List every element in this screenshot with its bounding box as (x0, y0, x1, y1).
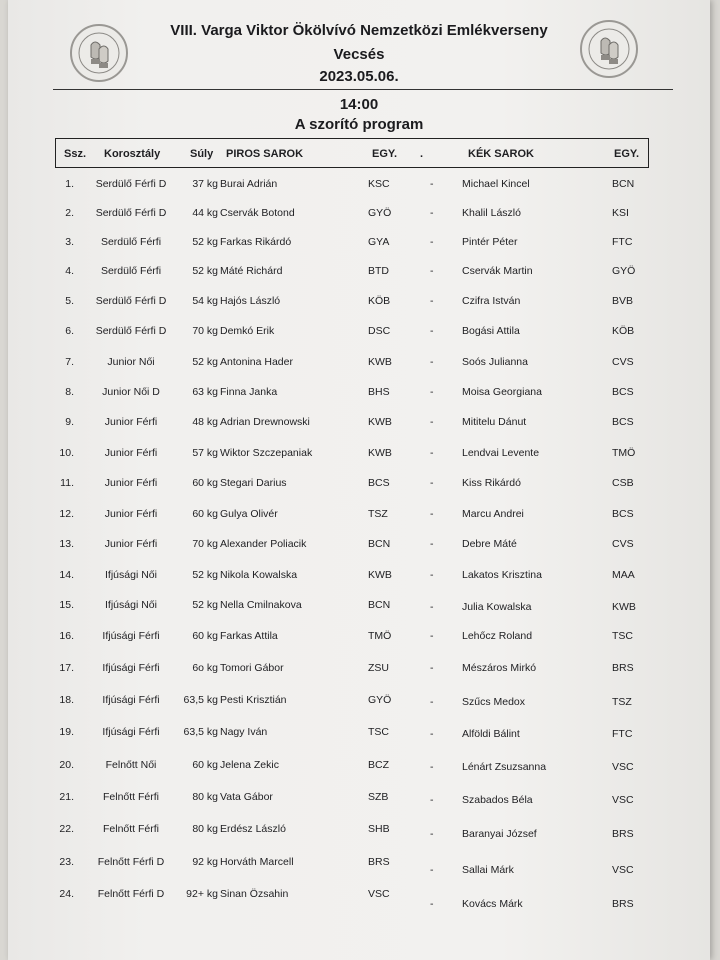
col-header-age-group: Korosztály (104, 148, 161, 160)
weight-class: 60 kg (192, 630, 218, 642)
bout-row (8, 599, 710, 619)
bout-number: 7. (65, 356, 74, 368)
age-group: Serdülő Férfi D (95, 325, 167, 337)
red-corner-boxer: Cservák Botond (220, 207, 295, 219)
separator-dash: - (430, 728, 434, 740)
red-corner-boxer: Alexander Poliacik (220, 538, 307, 550)
weight-class: 60 kg (192, 477, 218, 489)
blue-corner-club: KWB (612, 601, 636, 613)
blue-corner-boxer: Kiss Rikárdó (462, 477, 521, 489)
bout-number: 21. (59, 791, 74, 803)
col-header-blue-corner: KÉK SAROK (468, 148, 535, 160)
weight-class: 52 kg (192, 236, 218, 248)
bout-row (8, 538, 710, 558)
blue-corner-club: TMÖ (612, 447, 636, 459)
event-date: 2023.05.06. (319, 68, 399, 85)
age-group: Junior Férfi (104, 477, 158, 489)
red-corner-boxer: Wiktor Szczepaniak (220, 447, 313, 459)
weight-class: 52 kg (192, 265, 218, 277)
bout-number: 6. (65, 325, 74, 337)
blue-corner-boxer: Lénárt Zsuzsanna (462, 761, 547, 773)
blue-corner-boxer: Julia Kowalska (462, 601, 532, 613)
bout-number: 20. (59, 759, 74, 771)
blue-corner-club: BVB (612, 295, 634, 307)
age-group: Felnőtt Férfi D (97, 888, 165, 900)
blue-corner-boxer: Szabados Béla (462, 794, 533, 806)
bout-row (8, 356, 710, 376)
blue-corner-club: CVS (612, 538, 634, 550)
blue-corner-club: FTC (612, 728, 633, 740)
red-corner-boxer: Farkas Rikárdó (220, 236, 292, 248)
weight-class: 70 kg (192, 538, 218, 550)
program-subtitle: A szorító program (294, 116, 424, 133)
blue-corner-club: KSI (612, 207, 629, 219)
red-corner-club: TSC (368, 726, 389, 738)
separator-dash: - (430, 794, 434, 806)
red-corner-club: TSZ (368, 508, 388, 520)
separator-dash: - (430, 295, 434, 307)
blue-corner-boxer: Bogási Attila (462, 325, 520, 337)
separator-dash: - (430, 630, 434, 642)
age-group: Serdülő Férfi (100, 265, 162, 277)
weight-class: 54 kg (192, 295, 218, 307)
separator-dash: - (430, 898, 434, 910)
age-group: Ifjúsági Férfi (102, 662, 160, 674)
bout-row (8, 569, 710, 589)
red-corner-boxer: Finna Janka (220, 386, 278, 398)
bout-row (8, 178, 710, 198)
blue-corner-boxer: Sallai Márk (462, 864, 514, 876)
bout-row (8, 416, 710, 436)
blue-corner-club: VSC (612, 864, 634, 876)
age-group: Felnőtt Férfi D (97, 856, 165, 868)
red-corner-club: BRS (368, 856, 390, 868)
red-corner-boxer: Nikola Kowalska (220, 569, 298, 581)
red-corner-boxer: Erdész László (220, 823, 286, 835)
weight-class: 6o kg (192, 662, 218, 674)
bout-row (8, 823, 710, 843)
age-group: Ifjúsági Női (105, 569, 157, 581)
red-corner-club: GYA (368, 236, 390, 248)
col-header-weight: Súly (190, 148, 214, 160)
col-header-dot: . (420, 148, 424, 160)
age-group: Ifjúsági Női (105, 599, 157, 611)
red-corner-club: GYÖ (368, 207, 392, 219)
blue-corner-club: CSB (612, 477, 634, 489)
red-corner-club: VSC (368, 888, 390, 900)
red-corner-boxer: Burai Adrián (220, 178, 278, 190)
blue-corner-boxer: Khalil László (462, 207, 521, 219)
blue-corner-boxer: Moisa Georgiana (462, 386, 542, 398)
age-group: Ifjúsági Férfi (102, 630, 160, 642)
weight-class: 92 kg (192, 856, 218, 868)
red-corner-boxer: Stegari Darius (220, 477, 287, 489)
bout-number: 2. (65, 207, 74, 219)
event-location: Vecsés (333, 46, 385, 63)
blue-corner-boxer: Czifra István (462, 295, 521, 307)
bout-row (8, 207, 710, 227)
weight-class: 92+ kg (186, 888, 218, 900)
blue-corner-boxer: Mititelu Dánut (462, 416, 527, 428)
blue-corner-club: BRS (612, 898, 634, 910)
bout-row (8, 630, 710, 650)
red-corner-boxer: Farkas Attila (220, 630, 278, 642)
table-header (55, 138, 649, 168)
bout-number: 1. (65, 178, 74, 190)
red-corner-club: KSC (368, 178, 390, 190)
weight-class: 57 kg (192, 447, 218, 459)
red-corner-club: BHS (368, 386, 390, 398)
bout-row (8, 325, 710, 345)
red-corner-club: SHB (368, 823, 390, 835)
blue-corner-boxer: Cservák Martin (462, 265, 533, 277)
bout-number: 19. (59, 726, 74, 738)
blue-corner-boxer: Lehőcz Roland (462, 630, 533, 642)
col-header-number: Ssz. (64, 148, 87, 160)
weight-class: 70 kg (192, 325, 218, 337)
bout-number: 23. (59, 856, 74, 868)
age-group: Serdülő Férfi D (95, 178, 167, 190)
red-corner-boxer: Gulya Olivér (220, 508, 278, 520)
bout-row (8, 759, 710, 779)
weight-class: 60 kg (192, 508, 218, 520)
bout-row (8, 447, 710, 467)
blue-corner-boxer: Mészáros Mirkó (462, 662, 537, 674)
weight-class: 52 kg (192, 356, 218, 368)
col-header-club-red: EGY. (372, 148, 398, 160)
separator-dash: - (430, 508, 434, 520)
blue-corner-club: VSC (612, 794, 634, 806)
separator-dash: - (430, 325, 434, 337)
separator-dash: - (430, 178, 434, 190)
blue-corner-boxer: Pintér Péter (462, 236, 518, 248)
separator-dash: - (430, 386, 434, 398)
separator-dash: - (430, 601, 434, 613)
age-group: Junior Férfi (104, 416, 158, 428)
red-corner-club: KWB (368, 356, 392, 368)
bout-row (8, 295, 710, 315)
bout-row (8, 888, 710, 908)
red-corner-club: TMÖ (368, 630, 392, 642)
event-time: 14:00 (339, 96, 379, 113)
red-corner-club: KWB (368, 447, 392, 459)
bout-row (8, 236, 710, 256)
weight-class: 63,5 kg (183, 694, 218, 706)
red-corner-club: KÖB (368, 295, 391, 307)
red-corner-boxer: Máté Richárd (220, 265, 283, 277)
weight-class: 52 kg (192, 569, 218, 581)
separator-dash: - (430, 696, 434, 708)
bout-number: 10. (59, 447, 74, 459)
bout-row (8, 726, 710, 746)
age-group: Junior Női (107, 356, 155, 368)
age-group: Felnőtt Női (105, 759, 157, 771)
weight-class: 60 kg (192, 759, 218, 771)
weight-class: 63,5 kg (183, 726, 218, 738)
red-corner-boxer: Antonina Hader (220, 356, 293, 368)
blue-corner-club: TSC (612, 630, 633, 642)
red-corner-club: BCZ (368, 759, 389, 771)
header-divider (53, 89, 673, 90)
age-group: Felnőtt Férfi (102, 823, 160, 835)
bout-number: 17. (59, 662, 74, 674)
blue-corner-club: KÖB (612, 325, 635, 337)
bout-number: 22. (59, 823, 74, 835)
age-group: Ifjúsági Férfi (102, 694, 160, 706)
red-corner-club: KWB (368, 569, 392, 581)
bout-number: 4. (65, 265, 74, 277)
blue-corner-club: BCS (612, 416, 634, 428)
age-group: Junior Férfi (104, 508, 158, 520)
blue-corner-club: CVS (612, 356, 634, 368)
bout-row (8, 386, 710, 406)
bout-number: 15. (59, 599, 74, 611)
weight-class: 37 kg (192, 178, 218, 190)
age-group: Ifjúsági Férfi (102, 726, 160, 738)
bout-row (8, 856, 710, 876)
blue-corner-club: BCN (612, 178, 635, 190)
separator-dash: - (430, 356, 434, 368)
bout-row (8, 265, 710, 285)
bout-number: 5. (65, 295, 74, 307)
bout-number: 8. (65, 386, 74, 398)
red-corner-club: BCN (368, 599, 391, 611)
blue-corner-boxer: Kovács Márk (462, 898, 523, 910)
bout-row (8, 791, 710, 811)
separator-dash: - (430, 569, 434, 581)
red-corner-club: BCS (368, 477, 390, 489)
col-header-club-blue: EGY. (614, 148, 640, 160)
red-corner-boxer: Demkó Erik (220, 325, 275, 337)
separator-dash: - (430, 265, 434, 277)
weight-class: 44 kg (192, 207, 218, 219)
age-group: Junior Férfi (104, 538, 158, 550)
red-corner-club: DSC (368, 325, 391, 337)
document-page (8, 0, 710, 960)
red-corner-club: BTD (368, 265, 389, 277)
blue-corner-club: BRS (612, 662, 634, 674)
event-title: VIII. Varga Viktor Ökölvívó Nemzetközi Emlékverseny (170, 22, 548, 39)
blue-corner-boxer: Soós Julianna (462, 356, 528, 368)
separator-dash: - (430, 864, 434, 876)
age-group: Serdülő Férfi (100, 236, 162, 248)
separator-dash: - (430, 236, 434, 248)
bout-number: 24. (59, 888, 74, 900)
separator-dash: - (430, 477, 434, 489)
age-group: Junior Női D (102, 386, 160, 398)
blue-corner-club: BCS (612, 508, 634, 520)
blue-corner-club: BCS (612, 386, 634, 398)
bout-number: 12. (59, 508, 74, 520)
bout-number: 18. (59, 694, 74, 706)
red-corner-club: ZSU (368, 662, 389, 674)
bout-number: 14. (59, 569, 74, 581)
bout-number: 9. (65, 416, 74, 428)
age-group: Serdülő Férfi D (95, 295, 167, 307)
blue-corner-boxer: Debre Máté (462, 538, 517, 550)
red-corner-club: SZB (368, 791, 389, 803)
blue-corner-club: GYÖ (612, 265, 636, 277)
col-header-red-corner: PIROS SAROK (226, 148, 304, 160)
blue-corner-boxer: Lakatos Krisztina (462, 569, 542, 581)
red-corner-boxer: Adrian Drewnowski (220, 416, 310, 428)
blue-corner-club: MAA (612, 569, 635, 581)
weight-class: 80 kg (192, 791, 218, 803)
separator-dash: - (430, 828, 434, 840)
red-corner-boxer: Sinan Özsahin (220, 888, 289, 900)
red-corner-boxer: Hajós László (220, 295, 281, 307)
red-corner-boxer: Nagy Iván (220, 726, 268, 738)
bout-row (8, 662, 710, 682)
bout-number: 11. (60, 477, 74, 489)
red-corner-boxer: Nella Cmilnakova (220, 599, 302, 611)
bout-number: 16. (59, 630, 74, 642)
bout-row (8, 477, 710, 497)
red-corner-club: KWB (368, 416, 392, 428)
blue-corner-club: FTC (612, 236, 633, 248)
red-corner-boxer: Pesti Krisztián (220, 694, 287, 706)
red-corner-club: GYÖ (368, 694, 392, 706)
blue-corner-boxer: Marcu Andrei (462, 508, 524, 520)
separator-dash: - (430, 416, 434, 428)
blue-corner-club: BRS (612, 828, 634, 840)
bout-row (8, 508, 710, 528)
blue-corner-boxer: Szűcs Medox (462, 696, 526, 708)
red-corner-boxer: Tomori Gábor (220, 662, 284, 674)
weight-class: 80 kg (192, 823, 218, 835)
bout-number: 13. (59, 538, 74, 550)
separator-dash: - (430, 761, 434, 773)
blue-corner-boxer: Baranyai József (462, 828, 537, 840)
age-group: Serdülő Férfi D (95, 207, 167, 219)
age-group: Felnőtt Férfi (102, 791, 160, 803)
blue-corner-boxer: Michael Kincel (462, 178, 530, 190)
blue-corner-club: VSC (612, 761, 634, 773)
red-corner-club: BCN (368, 538, 391, 550)
separator-dash: - (430, 662, 434, 674)
blue-corner-boxer: Lendvai Levente (462, 447, 540, 459)
bout-number: 3. (65, 236, 74, 248)
weight-class: 52 kg (192, 599, 218, 611)
red-corner-boxer: Vata Gábor (220, 791, 273, 803)
age-group: Junior Férfi (104, 447, 158, 459)
weight-class: 63 kg (192, 386, 218, 398)
weight-class: 48 kg (192, 416, 218, 428)
separator-dash: - (430, 538, 434, 550)
separator-dash: - (430, 447, 434, 459)
blue-corner-boxer: Alföldi Bálint (462, 728, 520, 740)
separator-dash: - (430, 207, 434, 219)
red-corner-boxer: Jelena Zekic (220, 759, 279, 771)
red-corner-boxer: Horváth Marcell (220, 856, 294, 868)
blue-corner-club: TSZ (612, 696, 632, 708)
bout-row (8, 694, 710, 714)
